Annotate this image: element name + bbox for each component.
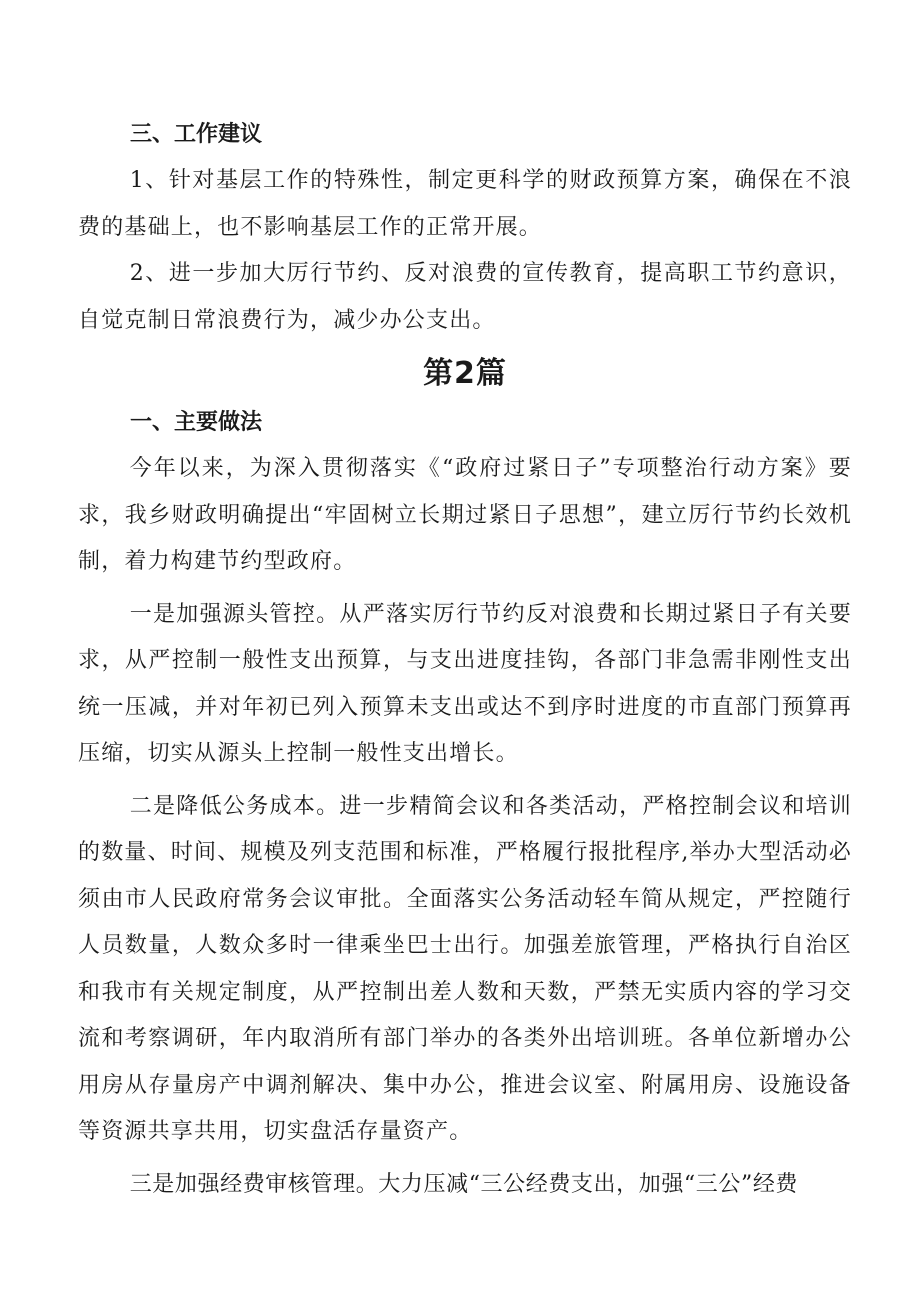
practice-paragraph-reduce-costs: 二是降低公务成本。进一步精简会议和各类活动，严格控制会议和培训的数量、时间、规模及列支范围和标准，严格履行报批程序,举办大型活动必须由市人民政府常务会议审批。全面落实公务活动轻车简从规定，严控随行人员数量，人数众多时一律乘坐巴士出行。加强差旅管理，严格执行自治区和我市有关规定制度，从严控制出差人数和天数，严禁无实质内容的学习交流和考察调研，年内取消所有部门举办的各类外出培训班。各单位新增办公用房从存量房产中调剂解决、集中办公，推进会议室、附属用房、设施设备等资源共享共用，切实盘活存量资产。 bbox=[78, 793, 852, 1144]
chapter-title: 第2篇 bbox=[423, 356, 507, 391]
practice-paragraph-source-control: 一是加强源头管控。从严落实厉行节约反对浪费和长期过紧日子有关要求，从严控制一般性支出预算，与支出进度挂钩，各部门非急需非刚性支出统一压减，并对年初已列入预算未支出或达不到序时进度的市直部门预算再压缩，切实从源头上控制一般性支出增长。 bbox=[78, 601, 852, 766]
section-heading-main-practices: 一、主要做法 bbox=[130, 410, 263, 435]
section-heading-work-suggestions: 三、工作建议 bbox=[130, 122, 263, 147]
suggestion-item-1: 1、针对基层工作的特殊性，制定更科学的财政预算方案，确保在不浪费的基础上，也不影响基层工作的正常开展。 bbox=[78, 168, 852, 240]
practice-paragraph-audit-management: 三是加强经费审核管理。大力压减“三公经费支出，加强“三公”经费 bbox=[129, 1171, 799, 1197]
practice-paragraph-intro: 今年以来，为深入贯彻落实《“政府过紧日子”专项整治行动方案》要求，我乡财政明确提出“牢固树立长期过紧日子思想”，建立厉行节约长效机制，着力构建节约型政府。 bbox=[78, 456, 852, 574]
suggestion-item-2: 2、进一步加大厉行节约、反对浪费的宣传教育，提高职工节约意识，自觉克制日常浪费行为，减少办公支出。 bbox=[78, 261, 852, 333]
document-page bbox=[78, 112, 852, 1208]
